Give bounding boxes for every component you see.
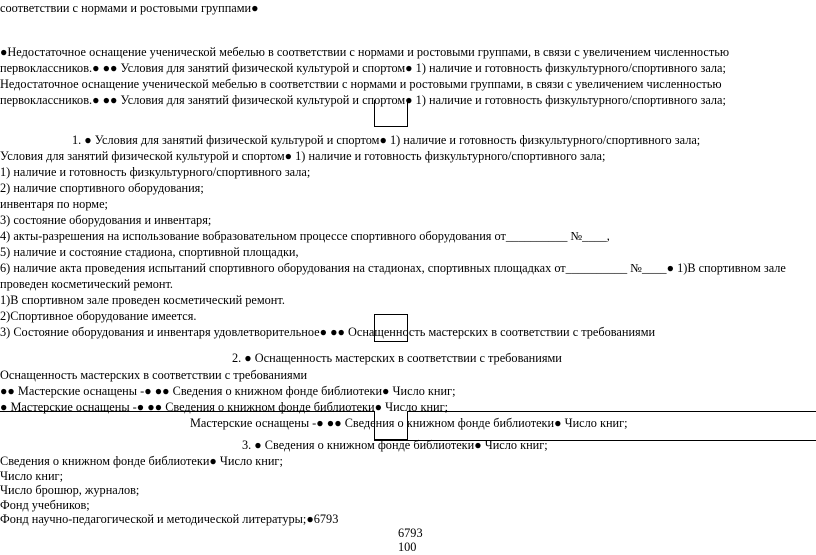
text-line: Фонд учебников;: [0, 498, 90, 512]
text-line: Оснащенность мастерских в соответствии с требованиями: [0, 368, 308, 382]
text-line: 1)В спортивном зале проведен косметический ремонт.: [0, 293, 285, 307]
text-line: 1) наличие и готовность физкультурного/спортивного зала;: [0, 165, 311, 179]
value-100: 100: [398, 540, 417, 554]
text-line: ●Недостаточное оснащение ученической мебелью в соответствии с нормами и ростовыми группами, в связи с увеличением численностью: [0, 45, 730, 59]
text-line: 5) наличие и состояние стадиона, спортивной площадки,: [0, 245, 299, 259]
text-line: Условия для занятий физической культурой и спортом● 1) наличие и готовность физкультурного/спортивного зала;: [0, 149, 606, 163]
text-line: первоклассников.● ●● Условия для занятий физической культурой и спортом● 1) наличие и готовность физкультурного/спортивного зала;: [0, 93, 726, 107]
text-line: первоклассников.● ●● Условия для занятий физической культурой и спортом● 1) наличие и готовность физкультурного/спортивного зала;: [0, 61, 726, 75]
text-line: Фонд научно-педагогической и методической литературы;●6793: [0, 512, 339, 526]
text-line: инвентаря по норме;: [0, 197, 108, 211]
section-heading: 2. ● Оснащенность мастерских в соответствии с требованиями: [232, 351, 562, 365]
text-line: Недостаточное оснащение ученической мебелью в соответствии с нормами и ростовыми группами, в связи с увеличением численностью: [0, 77, 722, 91]
text-line: Число брошюр, журналов;: [0, 483, 140, 497]
text-line: 2) наличие спортивного оборудования;: [0, 181, 204, 195]
section-heading: 3. ● Сведения о книжном фонде библиотеки● Число книг;: [242, 438, 548, 452]
text-line: Число книг;: [0, 469, 63, 483]
text-line: соответствии с нормами и ростовыми группами●: [0, 1, 259, 15]
text-line: проведен косметический ремонт.: [0, 277, 173, 291]
text-line: 2)Спортивное оборудование имеется.: [0, 309, 197, 323]
section-heading: 1. ● Условия для занятий физической культурой и спортом● 1) наличие и готовность физкультурного/спортивного зала;: [72, 133, 701, 147]
text-line: Мастерские оснащены -● ●● Сведения о книжном фонде библиотеки● Число книг;: [190, 416, 628, 430]
value-6793: 6793: [398, 526, 423, 540]
text-line: 4) акты-разрешения на использование вобразовательном процессе спортивного оборудования от__________ №____,: [0, 229, 610, 243]
text-line: 3) состояние оборудования и инвентаря;: [0, 213, 212, 227]
text-line: 3) Состояние оборудования и инвентаря удовлетворительное● ●● Оснащенность мастерских в соответствии с требованиями: [0, 325, 656, 339]
text-line: 6) наличие акта проведения испытаний спортивного оборудования на стадионах, спортивных площадках от__________ №____● 1)В спортивном зале: [0, 261, 786, 275]
text-line: ● Мастерские оснащены -● ●● Сведения о книжном фонде библиотеки● Число книг;: [0, 400, 449, 414]
text-line: Сведения о книжном фонде библиотеки● Число книг;: [0, 454, 283, 468]
text-line: ●● Мастерские оснащены -● ●● Сведения о книжном фонде библиотеки● Число книг;: [0, 384, 456, 398]
